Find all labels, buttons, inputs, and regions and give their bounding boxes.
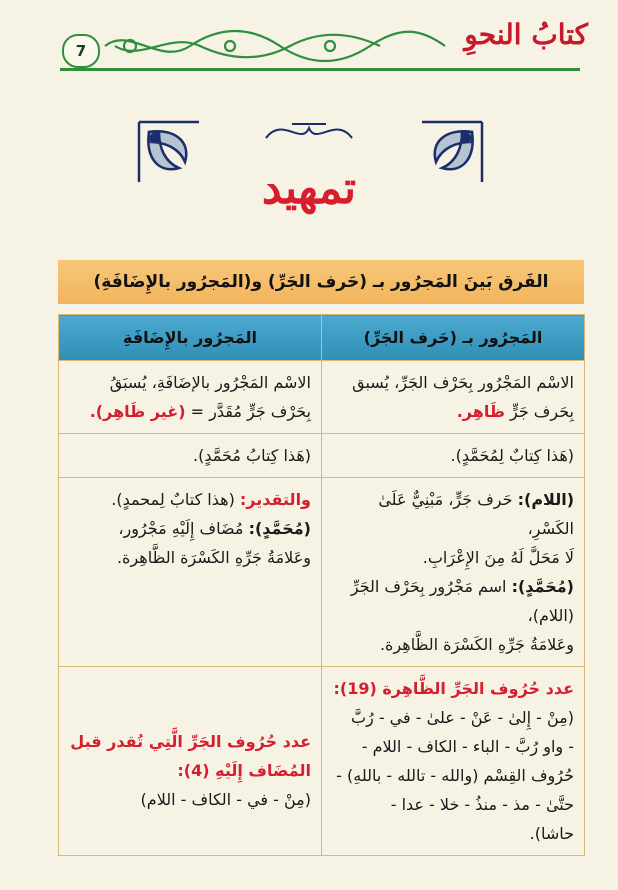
banner-text: الفَرق بَينَ المَجرُور بـ (حَرف الجَرِّ) و(المَجرُور بالإِضَافَةِ): [93, 272, 549, 292]
topic-banner: [58, 260, 584, 304]
count-idafa-cell: [59, 667, 322, 856]
comparison-table: [58, 314, 585, 856]
parsing-preposition-cell: [322, 478, 585, 667]
particle-list-line: حاشا).: [529, 824, 574, 843]
book-title: كتابُ النحوِ: [464, 18, 588, 51]
parsing-text: اسم مَجْرُور بِحَرْف الجَرِّ (اللام)،: [350, 577, 574, 625]
definition-highlight: ظَاهِر.: [456, 402, 505, 421]
table-row: [59, 434, 585, 478]
page-number: 7: [62, 34, 100, 68]
definition-text: الاسْم المَجْرُور بالإضَافَةِ، يُسبَقُ بِحَرْف جَرٍّ مُقَدَّر =: [109, 373, 311, 421]
table-row: [59, 361, 585, 434]
parsing-term: (مُحَمَّدٍ):: [511, 577, 574, 596]
parsing-term: (اللام):: [517, 490, 574, 509]
count-preposition-cell: [322, 667, 585, 856]
parsing-term: والتقدير:: [239, 490, 311, 509]
section-title: تمهيد: [261, 163, 357, 214]
example-idafa: (هَذا كِتابُ مُحَمَّدٍ).: [59, 434, 322, 478]
particle-list-line: (مِنْ - في - الكاف - اللام): [140, 790, 311, 809]
particle-list-line: حُرُوف القِسْم (والله - تالله - باللهِ) -: [336, 766, 574, 785]
example-preposition: (هَذا كِتابٌ لِمُحَمَّدٍ).: [322, 434, 585, 478]
parsing-text: لَا مَحَلَّ لَهُ مِنَ الإِعْرَابِ.: [422, 548, 574, 567]
header-idafa: المَجرُور بالإِضَافَةِ: [59, 315, 322, 361]
parsing-text: مُضَاف إِلَيْهِ مَجْرُور،: [118, 519, 244, 538]
page-header: [0, 0, 618, 70]
top-swirl-icon: [262, 116, 356, 146]
parsing-text: حَرف جَرٍّ، مَبْنِيٌّ عَلَىٰ الكَسْرِ،: [378, 490, 574, 538]
definition-text: الاسْم المَجْرُور بِحَرْف الجَرِّ، يُسبق بِحَرف جَرٍّ: [352, 373, 574, 421]
parsing-idafa-cell: [59, 478, 322, 667]
definition-idafa-cell: [59, 361, 322, 434]
particle-list-line: حتَّىٰ - مذ - منذُ - خلا - عدا -: [390, 795, 574, 814]
table-header-row: [59, 315, 585, 361]
parsing-term: (مُحَمَّدٍ):: [248, 519, 311, 538]
parsing-text: وعَلامَةُ جَرِّهِ الكَسْرَة الظَّاهِرة.: [379, 635, 574, 654]
count-heading: عدد حُرُوف الجَرِّ الَّتِي تُقدر قبل المُضَاف إِلَيْهِ (4):: [70, 732, 311, 780]
count-heading: عدد حُرُوف الجَرِّ الظَّاهِرة (19):: [333, 679, 574, 698]
header-rule: [60, 68, 580, 71]
table-row: [59, 478, 585, 667]
definition-preposition-cell: [322, 361, 585, 434]
header-preposition: المَجرُور بـ (حَرف الجَرِّ): [322, 315, 585, 361]
parsing-text: (هذا كتابٌ لِمحمدٍ).: [111, 490, 235, 509]
parsing-text: وعَلامَةُ جَرِّهِ الكَسْرَة الظَّاهِرة.: [116, 548, 311, 567]
table-row: [59, 667, 585, 856]
header-ornament-icon: [100, 28, 450, 64]
definition-highlight: (غير ظَاهِر).: [89, 402, 186, 421]
particle-list-line: (مِنْ - إِلىٰ - عَنْ - علىٰ - في - رُبَّ: [350, 708, 574, 727]
particle-list-line: - واو رُبَّ - الباء - الكاف - اللام -: [361, 737, 574, 756]
